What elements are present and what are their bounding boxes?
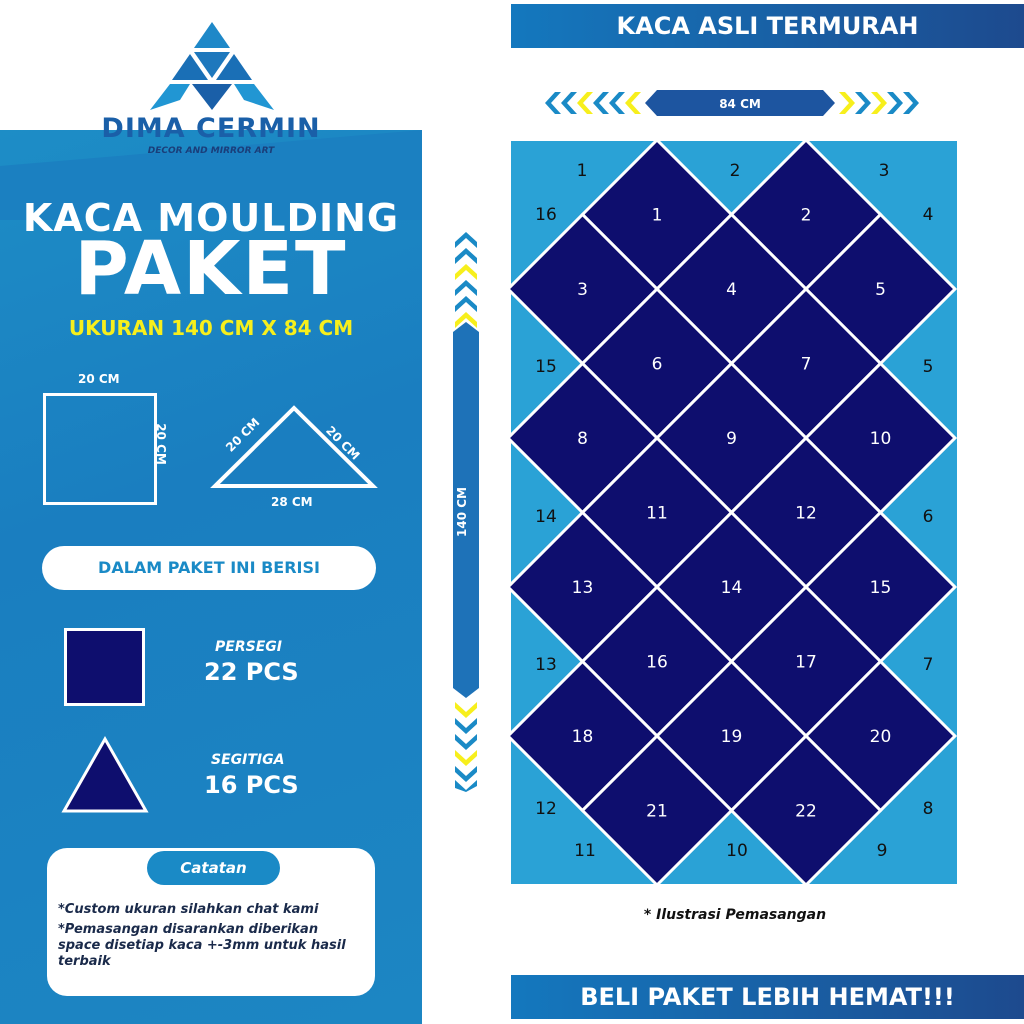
square-tile-label: 11 — [646, 503, 668, 524]
triangle-tile-label: 6 — [922, 507, 934, 527]
triangle-base-dim: 28 CM — [271, 495, 313, 509]
square-tile-label: 9 — [726, 429, 737, 449]
width-label: 84 CM — [719, 97, 761, 111]
square-tile-label: 22 — [795, 801, 817, 822]
square-tile-label: 16 — [646, 652, 668, 673]
headline-line2: PAKET — [74, 226, 348, 312]
triangle-tile-label: 2 — [729, 161, 741, 181]
height-arrow — [451, 232, 481, 792]
square-tile-label: 21 — [646, 801, 668, 822]
triangle-tile-label: 7 — [922, 655, 934, 675]
square-tile-label: 14 — [720, 578, 743, 598]
segitiga-label: SEGITIGA — [211, 752, 285, 768]
size-label: UKURAN 140 CM X 84 CM — [68, 316, 354, 340]
triangle-tile-label: 9 — [876, 841, 888, 861]
notes-title: Catatan — [147, 851, 280, 885]
triangle-tile-label: 1 — [576, 161, 588, 181]
contents-title: DALAM PAKET INI BERISI — [42, 546, 376, 590]
height-label: 140 CM — [455, 487, 469, 537]
triangle-tile-label: 11 — [574, 841, 596, 861]
square-swatch — [64, 628, 145, 706]
headline-line1: KACA MOULDING — [22, 196, 400, 240]
triangle-tile-label: 5 — [922, 357, 934, 377]
square-tile-label: 5 — [875, 280, 886, 300]
segitiga-count: 16 PCS — [204, 771, 299, 799]
illustration-caption: * Ilustrasi Pemasangan — [643, 907, 827, 923]
width-arrow — [545, 88, 920, 118]
square-tile-label: 19 — [720, 727, 743, 747]
square-tile-label: 10 — [869, 429, 892, 449]
bottom-banner: BELI PAKET LEBIH HEMAT!!! — [511, 975, 1024, 1019]
square-tile-label: 7 — [800, 354, 812, 375]
square-outline — [43, 393, 157, 505]
triangle-swatch — [60, 735, 150, 815]
note-line-2: *Pemasangan disarankan diberikan space disetiap kaca +-3mm untuk hasil terbaik — [58, 922, 346, 969]
tile-layout-illustration — [510, 140, 958, 885]
square-top-dim: 20 CM — [78, 372, 120, 386]
triangle-tile-label: 3 — [878, 161, 890, 181]
square-side-dim: 20 CM — [153, 423, 168, 465]
persegi-count: 22 PCS — [204, 658, 299, 686]
triangle-tile-label: 16 — [535, 205, 557, 225]
triangle-tile-label: 10 — [726, 841, 748, 861]
triangle-tile-label: 4 — [922, 205, 934, 225]
square-tile-label: 13 — [571, 578, 594, 598]
triangle-tile-label: 13 — [535, 655, 557, 675]
triangle-right-dim: 20 CM — [323, 423, 363, 463]
note-line-1: *Custom ukuran silahkan chat kami — [58, 902, 319, 917]
square-tile-label: 20 — [869, 727, 892, 747]
triangle-tile-label: 12 — [535, 799, 557, 819]
triangle-left-dim: 20 CM — [223, 415, 263, 455]
left-panel — [0, 0, 422, 1024]
triangle-tile-label: 15 — [535, 357, 557, 377]
square-tile-label: 1 — [651, 205, 663, 226]
square-tile-label: 8 — [577, 429, 588, 449]
square-tile-label: 17 — [795, 652, 817, 673]
square-tile-label: 12 — [795, 503, 817, 524]
dima-cermin-logo — [150, 20, 274, 112]
brand-name: DIMA CERMIN — [101, 113, 321, 144]
square-tile-label: 6 — [651, 354, 663, 375]
top-banner: KACA ASLI TERMURAH — [511, 4, 1024, 48]
square-tile-label: 4 — [726, 280, 737, 300]
square-tile-label: 3 — [577, 280, 588, 300]
square-tile-label: 18 — [571, 727, 594, 747]
triangle-tile-label: 14 — [535, 507, 557, 527]
brand-tagline: DECOR AND MIRROR ART — [147, 146, 275, 156]
square-tile-label: 2 — [800, 205, 812, 226]
triangle-tile-label: 8 — [922, 799, 934, 819]
square-tile-label: 15 — [869, 578, 892, 598]
persegi-label: PERSEGI — [215, 639, 282, 655]
